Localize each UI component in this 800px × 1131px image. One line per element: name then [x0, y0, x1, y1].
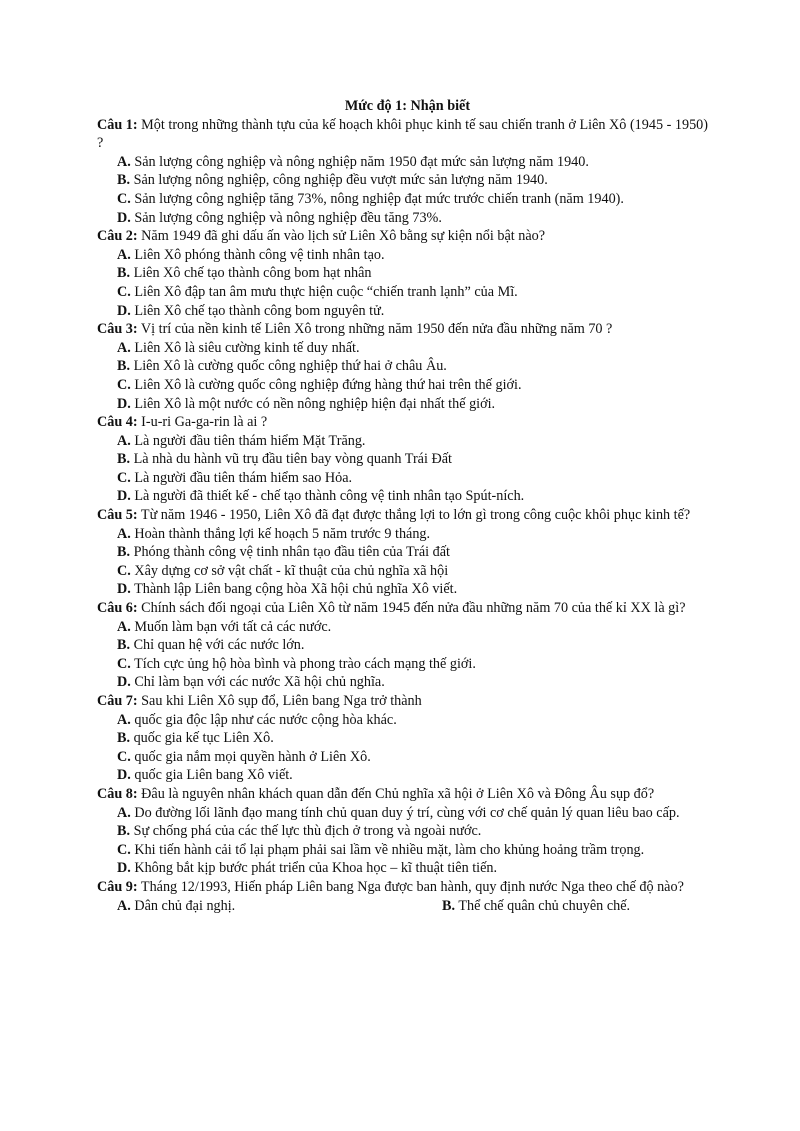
answer-option-a: A. Là người đầu tiên thám hiểm Mặt Trăng.	[117, 432, 366, 449]
answer-option-a: A. Sản lượng công nghiệp và nông nghiệp năm 1950 đạt mức sản lượng năm 1940.	[117, 153, 589, 170]
answer-option-c: C. Tích cực ủng hộ hòa bình và phong trào cách mạng thế giới.	[117, 655, 476, 672]
question-7	[97, 692, 708, 785]
answer-option-b: B. Phóng thành công vệ tinh nhân tạo đầu tiên của Trái đất	[117, 544, 450, 561]
question-text: Chính sách đối ngoại của Liên Xô từ năm 1945 đến nửa đầu những năm 70 của thế kỉ XX là gì?	[141, 600, 686, 617]
question-label: Câu 9:	[97, 878, 138, 895]
question-text: Đâu là nguyên nhân khách quan dẫn đến Chủ nghĩa xã hội ở Liên Xô và Đông Âu sụp đổ?	[141, 785, 655, 802]
question-2	[97, 227, 708, 320]
question-label: Câu 2:	[97, 228, 138, 245]
question-text: Từ năm 1946 - 1950, Liên Xô đã đạt được thắng lợi to lớn gì trong công cuộc khôi phục kinh tế?	[140, 507, 691, 524]
question-text: I-u-ri Ga-ga-rin là ai ?	[141, 414, 268, 431]
answer-option-b: B. Thể chế quân chủ chuyên chế.	[442, 897, 631, 914]
question-label: Câu 1:	[97, 116, 138, 133]
question-text: Vị trí của nền kinh tế Liên Xô trong những năm 1950 đến nửa đầu những năm 70 ?	[140, 321, 613, 338]
question-stem	[97, 692, 708, 711]
answer-option-d: D. Là người đã thiết kế - chế tạo thành công vệ tinh nhân tạo Spút-ních.	[117, 488, 525, 505]
question-8	[97, 785, 708, 878]
answer-option-b: B. quốc gia kế tục Liên Xô.	[117, 730, 274, 747]
answer-option-a: A. Muốn làm bạn với tất cả các nước.	[117, 618, 332, 635]
question-stem	[97, 116, 708, 153]
question-text: Năm 1949 đã ghi dấu ấn vào lịch sử Liên Xô bằng sự kiện nổi bật nào?	[141, 228, 546, 245]
answer-option-c: C. Sản lượng công nghiệp tăng 73%, nông nghiệp đạt mức trước chiến tranh (năm 1940).	[117, 190, 624, 207]
question-stem	[97, 785, 708, 804]
answer-option-c: C. Liên Xô là cường quốc công nghiệp đứng hàng thứ hai trên thế giới.	[117, 376, 522, 393]
question-stem	[97, 878, 708, 897]
question-label: Câu 4:	[97, 414, 138, 431]
question-stem	[97, 506, 708, 525]
question-label: Câu 8:	[97, 785, 138, 802]
question-label: Câu 7:	[97, 693, 138, 709]
question-text: Tháng 12/1993, Hiến pháp Liên bang Nga được ban hành, quy định nước Nga theo chế độ nào?	[140, 878, 684, 895]
answer-option-a: A. Liên Xô là siêu cường kinh tế duy nhất.	[117, 339, 360, 356]
answer-option-d: D. Không bắt kịp bước phát triển của Khoa học – kĩ thuật tiên tiến.	[117, 860, 498, 877]
answer-option-c: C. Liên Xô đập tan âm mưu thực hiện cuộc “chiến tranh lạnh” của Mĩ.	[117, 283, 518, 300]
answer-option-d: D. Chỉ làm bạn với các nước Xã hội chủ nghĩa.	[117, 674, 385, 691]
answer-option-b: B. Sự chống phá của các thế lực thù địch ở trong và ngoài nước.	[117, 823, 482, 840]
question-label: Câu 6:	[97, 600, 138, 617]
answer-option-d: D. Thành lập Liên bang cộng hòa Xã hội chủ nghĩa Xô viết.	[117, 581, 458, 598]
answer-option-c: C. quốc gia nắm mọi quyền hành ở Liên Xô.	[117, 748, 371, 765]
question-stem	[97, 320, 708, 339]
answer-options-row	[97, 897, 708, 916]
answer-option-a: A. Hoàn thành thắng lợi kế hoạch 5 năm trước 9 tháng.	[117, 525, 431, 542]
answer-option-a: A. Liên Xô phóng thành công vệ tinh nhân tạo.	[117, 246, 385, 263]
question-1	[97, 116, 708, 228]
answer-option-a: A. Do đường lối lãnh đạo mang tính chủ quan duy ý trí, cùng với cơ chế quản lý quan liêu bao cấp.	[117, 804, 680, 821]
question-label: Câu 5:	[97, 507, 138, 524]
answer-option-b: B. Liên Xô là cường quốc công nghiệp thứ hai ở châu Âu.	[117, 358, 447, 375]
question-5	[97, 506, 708, 599]
answer-option-d: D. Sản lượng công nghiệp và nông nghiệp đều tăng 73%.	[117, 209, 442, 226]
answer-option-c: C. Là người đầu tiên thám hiểm sao Hỏa.	[117, 469, 353, 486]
answer-option-d: D. quốc gia Liên bang Xô viết.	[117, 767, 293, 784]
question-9	[97, 878, 708, 915]
answer-option-d: D. Liên Xô chế tạo thành công bom nguyên tử.	[117, 302, 385, 319]
answer-option-b: B. Liên Xô chế tạo thành công bom hạt nhân	[117, 265, 372, 282]
answer-option-c: C. Khi tiến hành cải tổ lại phạm phải sai lầm về nhiều mặt, làm cho khủng hoảng trầm trọng.	[117, 841, 645, 858]
section-heading: Mức độ 1: Nhận biết	[344, 98, 471, 114]
question-stem	[97, 599, 708, 618]
answer-option-b: B. Chỉ quan hệ với các nước lớn.	[117, 637, 305, 654]
answer-option-c: C. Xây dựng cơ sở vật chất - kĩ thuật của chủ nghĩa xã hội	[117, 562, 449, 579]
question-4	[97, 413, 708, 506]
question-label: Câu 3:	[97, 321, 138, 338]
question-text: Một trong những thành tựu của kế hoạch khôi phục kinh tế sau chiến tranh ở Liên Xô (1945 - 1950) ?	[97, 116, 708, 152]
question-3	[97, 320, 708, 413]
answer-option-a: A. Dân chủ đại nghị.	[117, 897, 236, 914]
answer-option-b: B. Sản lượng nông nghiệp, công nghiệp đều vượt mức sản lượng năm 1940.	[117, 172, 548, 189]
answer-option-b: B. Là nhà du hành vũ trụ đầu tiên bay vòng quanh Trái Đất	[117, 451, 452, 468]
question-stem	[97, 227, 708, 246]
answer-option-d: D. Liên Xô là một nước có nền nông nghiệp hiện đại nhất thế giới.	[117, 395, 496, 412]
question-text: Sau khi Liên Xô sụp đổ, Liên bang Nga trở thành	[141, 693, 422, 709]
question-stem	[97, 413, 708, 432]
question-6	[97, 599, 708, 692]
answer-option-a: A. quốc gia độc lập như các nước cộng hòa khác.	[117, 711, 397, 728]
